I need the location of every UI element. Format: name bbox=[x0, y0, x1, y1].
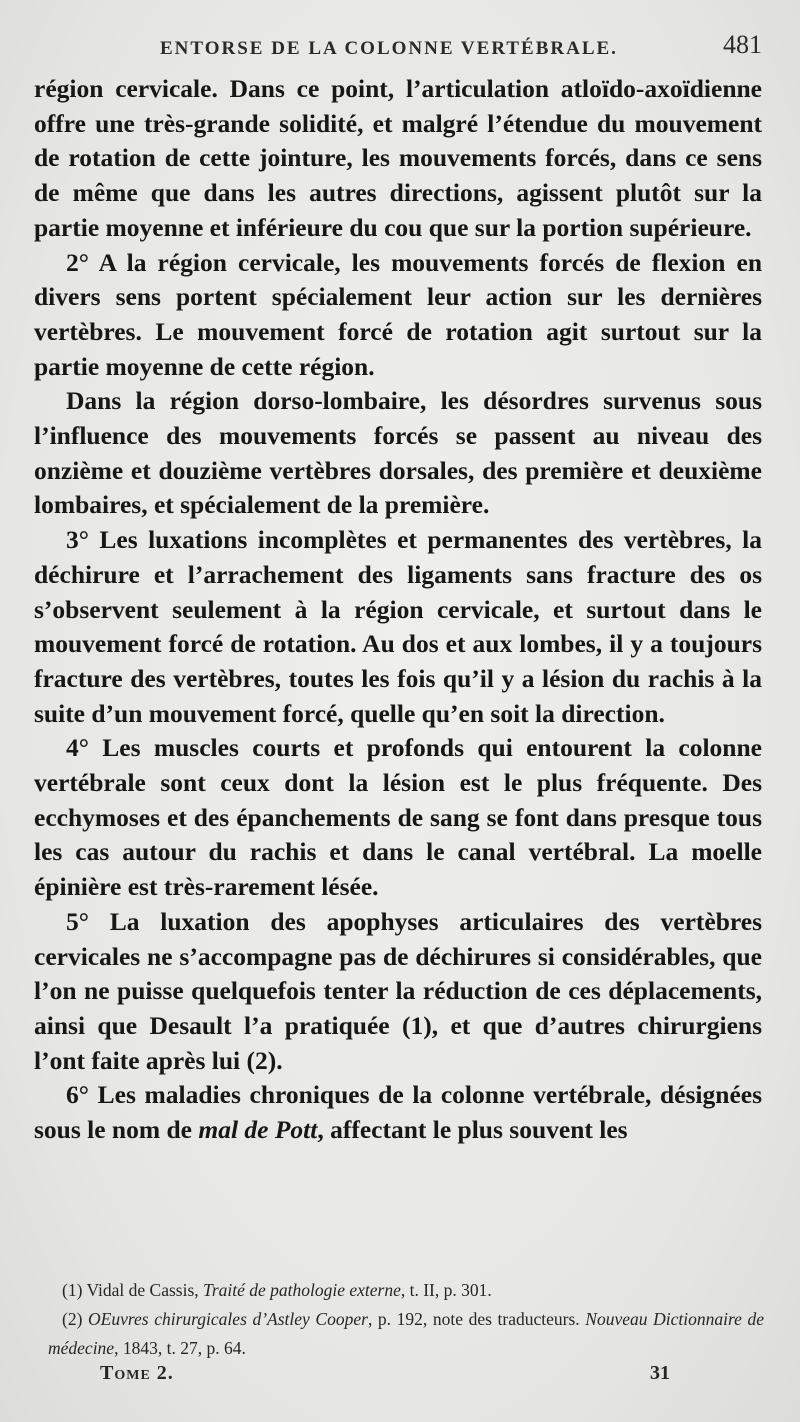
paragraph bbox=[34, 523, 762, 731]
page-number: 481 bbox=[723, 30, 762, 59]
italic-text-segment: Traité de pathologie externe bbox=[203, 1280, 401, 1300]
text-segment: , 1843, t. 27, p. 64. bbox=[114, 1338, 246, 1358]
paragraph bbox=[34, 905, 762, 1079]
page-footer bbox=[0, 1362, 800, 1392]
italic-text-segment: mal de Pott bbox=[198, 1115, 318, 1145]
signature-mark: 31 bbox=[650, 1362, 670, 1384]
text-segment: Dans la région dorso-lombaire, les désordres survenus sous l’influence des mouvements forcés se passent au niveau des onzième et douzième vertèbres dorsales, des première et deuxième lombaires, et spécialement de la première. bbox=[34, 386, 762, 520]
paragraph bbox=[34, 246, 762, 385]
tome-label: Tome 2. bbox=[100, 1362, 174, 1384]
running-title: ENTORSE DE LA COLONNE VERTÉBRALE. bbox=[160, 38, 618, 59]
body-text bbox=[34, 72, 762, 1148]
running-head bbox=[0, 30, 800, 64]
text-segment: (1) Vidal de Cassis, bbox=[62, 1280, 204, 1300]
italic-text-segment: Nouveau Dictionnaire de médecine bbox=[48, 1309, 765, 1358]
text-segment: 5° La luxation des apophyses articulaires des vertèbres cervicales ne s’accompagne pas de déchirures si considérables, que l’on ne puisse quelquefois tenter la réduction de ces déplacements, ainsi que Desault l’a pratiquée (1), et que d’autres chirurgiens l’ont faite après lui (2). bbox=[34, 906, 762, 1075]
text-segment: région cervicale. Dans ce point, l’articulation atloïdo-axoïdienne offre une très-grande solidité, et malgré l’étendue du mouvement de rotation de cette jointure, les mouvements forcés, dans ce sens de même que dans les autres directions, agissent plutôt sur la partie moyenne et inférieure du cou que sur la portion supérieure. bbox=[34, 74, 762, 242]
paragraph bbox=[34, 731, 762, 905]
paragraph bbox=[34, 72, 762, 246]
text-segment: , affectant le plus souvent les bbox=[317, 1115, 628, 1145]
paragraph bbox=[34, 384, 762, 523]
text-segment: (2) bbox=[62, 1309, 89, 1329]
paragraph bbox=[34, 1078, 762, 1147]
italic-text-segment: OEuvres chirurgicales d’Astley Cooper bbox=[88, 1309, 368, 1329]
footnote bbox=[48, 1305, 764, 1363]
text-segment: 4° Les muscles courts et profonds qui entourent la colonne vertébrale sont ceux dont la lésion est le plus fréquente. Des ecchymoses et des épanchements de sang se font dans presque tous les cas autour du rachis et dans le canal vertébral. La moelle épinière est très-rarement lésée. bbox=[34, 733, 762, 902]
text-segment: 6° Les maladies chroniques de la colonne vertébrale, désignées sous le nom de bbox=[34, 1080, 762, 1145]
text-segment: 3° Les luxations incomplètes et permanentes des vertèbres, la déchirure et l’arrachement des ligaments sans fracture des os s’observent seulement à la région cervicale, et surtout dans le mouvement forcé de rotation. Au dos et aux lombes, il y a toujours fracture des vertèbres, toutes les fois qu’il y a lésion du rachis à la suite d’un mouvement forcé, quelle qu’en soit la direction. bbox=[34, 525, 762, 728]
text-segment: , p. 192, note des traducteurs. bbox=[367, 1309, 586, 1329]
footnotes bbox=[48, 1276, 764, 1363]
text-segment: , t. II, p. 301. bbox=[400, 1280, 492, 1300]
text-segment: 2° A la région cervicale, les mouvements forcés de flexion en divers sens portent spécialement leur action sur les dernières vertèbres. Le mouvement forcé de rotation agit surtout sur la partie moyenne de cette région. bbox=[34, 247, 762, 381]
footnote bbox=[48, 1276, 764, 1305]
